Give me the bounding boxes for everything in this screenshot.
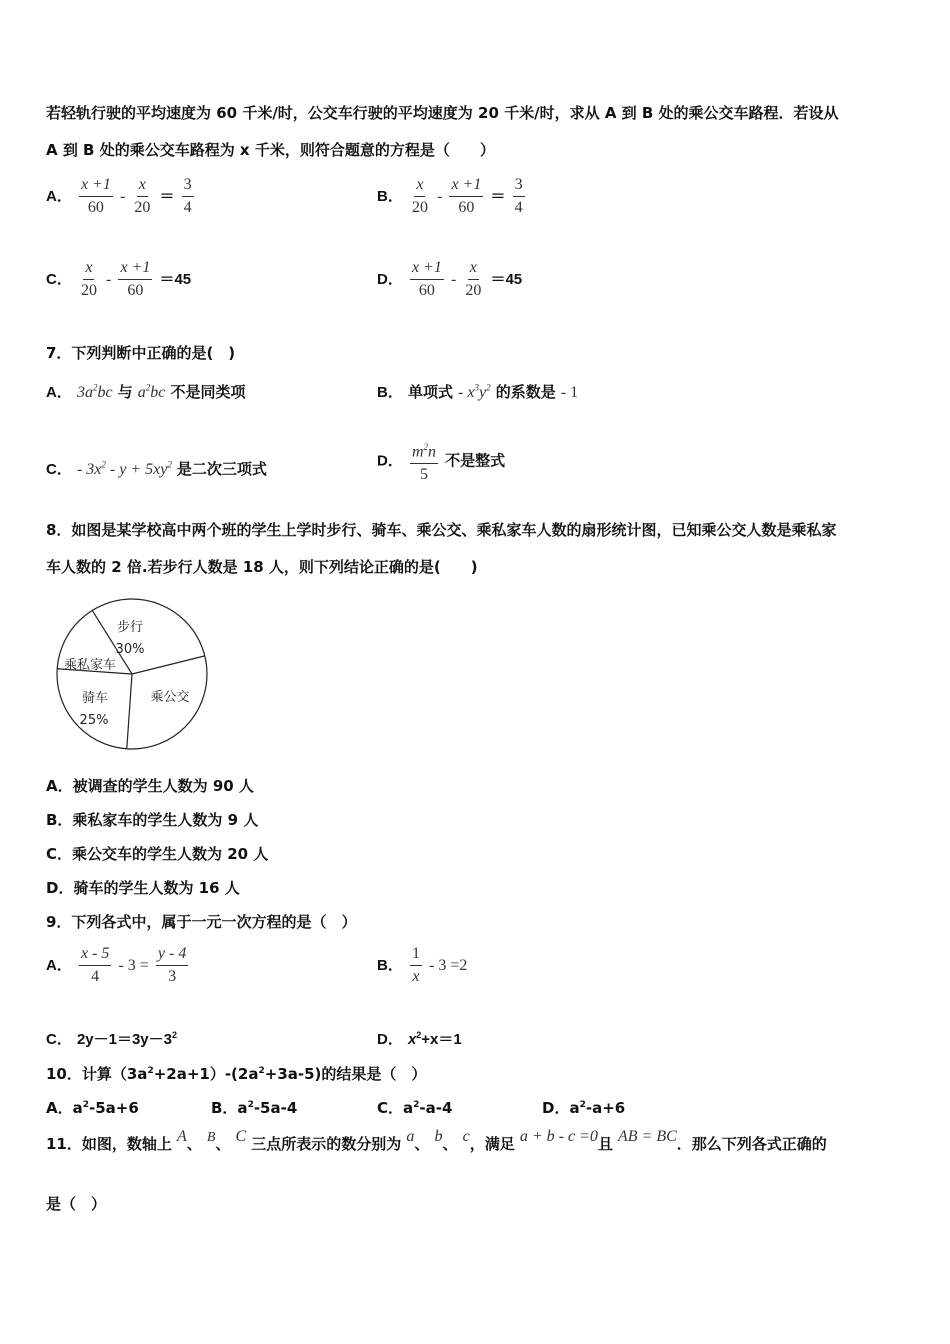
- fraction: $\frac{1}{x}$: [411, 945, 420, 985]
- option-label: C．: [46, 271, 72, 288]
- q6-option-d[interactable]: D． $\frac{x +1}{60}$ - $\frac{x}{20}$ ＝45: [377, 259, 523, 299]
- q8-option-a[interactable]: A．被调查的学生人数为 90 人: [46, 777, 254, 795]
- option-label: D．: [377, 271, 403, 288]
- q6-stem-line2: A 到 B 处的乘公交车路程为 x 千米，则符合题意的方程是（ ）: [46, 141, 495, 159]
- q7-option-d[interactable]: D． $\frac{m^2n}{5}$ 不是整式: [377, 437, 505, 485]
- q9-option-a[interactable]: A． $\frac{x - 5}{4}$ - 3 = $\frac{y - 4}{3}$: [46, 945, 187, 985]
- q6-option-a[interactable]: A． $\frac{x +1}{60}$ - $\frac{x}{20}$ ＝ $\frac{3}{4}$: [46, 176, 192, 216]
- q9-option-b[interactable]: B． $\frac{1}{x}$ - 3 =2: [377, 945, 468, 985]
- q8-stem-line2: 车人数的 2 倍.若步行人数是 18 人，则下列结论正确的是( ): [46, 558, 478, 576]
- q8-stem-line1: 8．如图是某学校高中两个班的学生上学时步行、骑车、乘公交、乘私家车人数的扇形统计图，已知乘公交人数是乘私家: [46, 521, 837, 539]
- fraction: $\frac{x}{20}$: [134, 176, 151, 216]
- label-bike: 骑车: [81, 691, 109, 706]
- fraction: $\frac{x}{20}$: [80, 259, 97, 299]
- q9-option-d[interactable]: D． $x^2+x=1$: [377, 1030, 462, 1048]
- label-walk: 步行: [116, 620, 144, 635]
- q7-option-b[interactable]: B． 单项式 - $x^3y^2$ 的系数是 - 1: [377, 382, 579, 401]
- q10-stem: 10．计算$(3a^2+2a+1)-(2a^2+3a-5)$的结果是（ ）: [46, 1065, 427, 1083]
- pie-slice-boundary-乘公交: [132, 656, 205, 674]
- label-bus: 乘公交: [150, 690, 190, 705]
- fraction: $\frac{x +1}{60}$: [451, 176, 482, 216]
- q10-option-b[interactable]: B．$a^2-5a-4$: [211, 1099, 298, 1117]
- pie-slice-boundary-骑车: [127, 674, 132, 749]
- q6-stem-line1: 若轻轨行驶的平均速度为 60 千米/时，公交车行驶的平均速度为 20 千米/时，求从 A 到 B 处的乘公交车路程．若设从: [46, 104, 839, 122]
- q8-option-b[interactable]: B．乘私家车的学生人数为 9 人: [46, 811, 259, 829]
- q9-option-c[interactable]: C． $2y-1=3y-3^2$: [46, 1030, 178, 1048]
- label-walk-pct: 30%: [115, 642, 145, 657]
- fraction: $\frac{m^2n}{5}$: [410, 437, 438, 485]
- fraction: $\frac{x +1}{60}$: [411, 259, 442, 299]
- q11-stem: 11．如图，数轴上 A、 B、 C 三点所表示的数分别为 a、 b、 c，满足 a + b - c =0且 AB = BC．那么下列各式正确的: [46, 1128, 827, 1153]
- q11-stem-line2: 是（ ）: [46, 1195, 107, 1213]
- q7-option-c[interactable]: C． - $3x^2 - y + 5xy^2$ 是二次三项式: [46, 459, 267, 478]
- option-label: B．: [377, 188, 403, 205]
- fraction: $\frac{x +1}{60}$: [120, 259, 151, 299]
- q9-stem: 9．下列各式中，属于一元一次方程的是（ ）: [46, 913, 357, 931]
- q7-stem: 7．下列判断中正确的是( ): [46, 344, 236, 362]
- label-bike-pct: 25%: [79, 713, 109, 728]
- fraction: $\frac{3}{4}$: [183, 176, 192, 216]
- q10-option-d[interactable]: D．$a^2-a+6$: [542, 1099, 626, 1117]
- fraction: $\frac{y - 4}{3}$: [157, 945, 187, 985]
- q8-option-c[interactable]: C．乘公交车的学生人数为 20 人: [46, 845, 269, 863]
- fraction: $\frac{3}{4}$: [514, 176, 523, 216]
- q8-option-d[interactable]: D．骑车的学生人数为 16 人: [46, 879, 240, 897]
- q10-option-c[interactable]: C．$a^2-a-4$: [377, 1099, 453, 1117]
- fraction: $\frac{x - 5}{4}$: [80, 945, 110, 985]
- label-private: 乘私家车: [63, 658, 117, 673]
- fraction: $\frac{x}{20}$: [465, 259, 482, 299]
- q7-option-a[interactable]: A． $3a^2bc$ 与 $a^2bc$ 不是同类项: [46, 382, 246, 401]
- pie-chart: [50, 592, 215, 757]
- option-label: A．: [46, 188, 72, 205]
- q6-option-b[interactable]: B． $\frac{x}{20}$ - $\frac{x +1}{60}$ ＝ $\frac{3}{4}$: [377, 176, 523, 216]
- q10-option-a[interactable]: A．$a^2-5a+6$: [46, 1099, 139, 1117]
- fraction: $\frac{x +1}{60}$: [80, 176, 111, 216]
- fraction: $\frac{x}{20}$: [411, 176, 428, 216]
- q6-option-c[interactable]: C． $\frac{x}{20}$ - $\frac{x +1}{60}$ ＝45: [46, 259, 192, 299]
